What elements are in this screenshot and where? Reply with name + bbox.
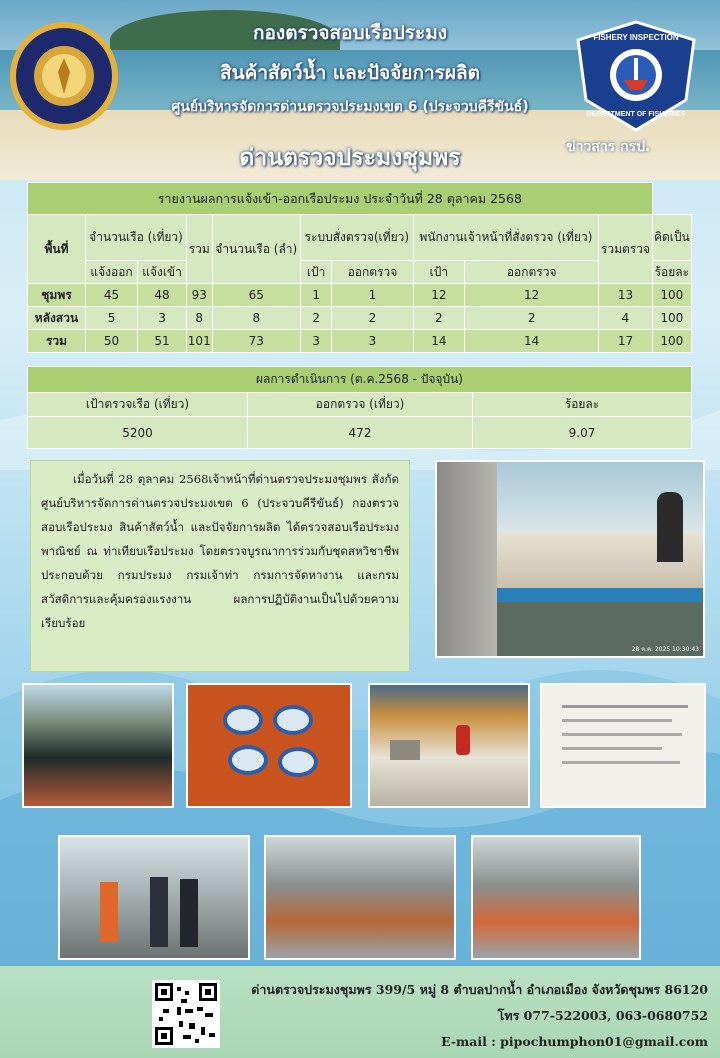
header-sys-target: เป้า (301, 261, 332, 284)
report-title: รายงานผลการแจ้งเข้า-ออกเรือประมง ประจำวันที่ 28 ตุลาคม 2568 (28, 183, 653, 215)
cell-sys-done: 2 (332, 307, 413, 330)
cell-out: 45 (86, 284, 138, 307)
cell-sum: 4 (599, 307, 652, 330)
header-line-1: กองตรวจสอบเรือประมง (253, 22, 447, 44)
department-of-fisheries-logo (10, 22, 118, 130)
results-pct: 9.07 (473, 417, 692, 449)
header-system: ระบบสั่งตรวจ(เที่ยว) (301, 215, 414, 261)
cell-pct: 100 (652, 284, 691, 307)
header-sum-inspect: รวมตรวจ (599, 215, 652, 284)
photo-boat-main (435, 460, 705, 658)
cell-boats: 8 (212, 307, 301, 330)
photo-officers-car (58, 835, 250, 960)
row-area: รวม (28, 330, 86, 353)
header-sys-done: ออกตรวจ (332, 261, 413, 284)
results-table (27, 366, 692, 449)
cell-staff-target: 14 (413, 330, 465, 353)
footer-address: ด่านตรวจประมงชุมพร 399/5 หมู่ 8 ตำบลปากน้ำ อำเภอเมือง จังหวัดชุมพร 86120 (251, 982, 708, 997)
cell-staff-done: 12 (465, 284, 599, 307)
cell-in: 51 (138, 330, 187, 353)
cell-staff-done: 14 (465, 330, 599, 353)
cell-total: 93 (187, 284, 213, 307)
results-header-target: เป้าตรวจเรือ (เที่ยว) (28, 393, 248, 417)
cell-sys-target: 1 (301, 284, 332, 307)
results-done: 472 (248, 417, 473, 449)
header-staff-target: เป้า (413, 261, 465, 284)
photo-control-panel (368, 683, 530, 808)
footer-phone: โทร 077-522003, 063-0680752 (497, 1008, 708, 1023)
photo-group-1 (264, 835, 456, 960)
photo-document (540, 683, 706, 808)
cell-sys-target: 2 (301, 307, 332, 330)
header-total: รวม (187, 215, 213, 284)
cell-sum: 17 (599, 330, 652, 353)
cell-staff-target: 2 (413, 307, 465, 330)
footer-email[interactable]: E-mail : pipochumphon01@gmail.com (441, 1034, 708, 1049)
header-staff-done: ออกตรวจ (465, 261, 599, 284)
table-row (28, 307, 692, 330)
row-area: หลังสวน (28, 307, 86, 330)
svg-text:FISHERY INSPECTION: FISHERY INSPECTION (593, 33, 679, 42)
photo-timestamp: 28 ต.ค. 2025 10:30:43 (631, 646, 699, 653)
results-target: 5200 (28, 417, 248, 449)
header-percent-unit: ร้อยละ (652, 261, 691, 284)
header-in: แจ้งเข้า (138, 261, 187, 284)
header-staff: พนักงานเจ้าหน้าที่สั่งตรวจ (เที่ยว) (413, 215, 599, 261)
header-out: แจ้งออก (86, 261, 138, 284)
cell-sys-done: 3 (332, 330, 413, 353)
results-header-pct: ร้อยละ (473, 393, 692, 417)
daily-report-table (27, 182, 692, 353)
header-line-3: ศูนย์บริหารจัดการด่านตรวจประมงเขต 6 (ประจวบคีรีขันธ์) (171, 99, 529, 115)
table-row (28, 284, 692, 307)
cell-boats: 73 (212, 330, 301, 353)
cell-total: 101 (187, 330, 213, 353)
table-row (28, 330, 692, 353)
cell-staff-done: 2 (465, 307, 599, 330)
header-trips: จำนวนเรือ (เที่ยว) (86, 215, 187, 261)
header-area: พื้นที่ (28, 215, 86, 284)
header-line-2: สินค้าสัตว์น้ำ และปัจจัยการผลิต (220, 62, 480, 84)
news-tag: ข่าวสาร กรป. (566, 139, 651, 155)
cell-boats: 65 (212, 284, 301, 307)
cell-in: 48 (138, 284, 187, 307)
header-title: ด่านตรวจประมงชุมพร (239, 145, 461, 171)
header-percent: คิดเป็น (652, 215, 691, 261)
fishery-inspection-badge (574, 20, 698, 132)
header-boats: จำนวนเรือ (ลำ) (212, 215, 301, 284)
cell-staff-target: 12 (413, 284, 465, 307)
photo-group-2 (471, 835, 641, 960)
cell-out: 50 (86, 330, 138, 353)
row-area: ชุมพร (28, 284, 86, 307)
cell-pct: 100 (652, 330, 691, 353)
cell-total: 8 (187, 307, 213, 330)
results-title: ผลการดำเนินการ (ต.ค.2568 - ปัจจุบัน) (28, 367, 692, 393)
cell-in: 3 (138, 307, 187, 330)
photo-fish-buckets (186, 683, 352, 808)
results-header-done: ออกตรวจ (เที่ยว) (248, 393, 473, 417)
activity-text: เมื่อวันที่ 28 ตุลาคม 2568เจ้าหน้าที่ด่านตรวจประมงชุมพร สังกัด ศูนย์บริหารจัดการด่านตรวจประมงเขต 6 (ประจวบคีรีขันธ์) กองตรวจสอบเรือประมง สินค้าสัตว์น้ำ และปัจจัยการผลิต ได้ตรวจสอบเรือประมงพาณิชย์ ณ ท่าเทียบเรือประมง โดยตรวจบูรณาการร่วมกับชุดสหวิชาชีพ ประกอบด้วย กรมประมง กรมเจ้าท่า กรมการจัดหางาน และกรมสวัสดิการและคุ้มครองแรงงาน ผลการปฏิบัติงานเป็นไปด้วยความเรียบร้อย (41, 472, 399, 630)
activity-description (30, 460, 410, 672)
cell-out: 5 (86, 307, 138, 330)
qr-code[interactable] (152, 980, 220, 1048)
cell-pct: 100 (652, 307, 691, 330)
svg-text:DEPARTMENT OF FISHERIES: DEPARTMENT OF FISHERIES (586, 111, 686, 118)
cell-sum: 13 (599, 284, 652, 307)
cell-sys-target: 3 (301, 330, 332, 353)
photo-nets (22, 683, 174, 808)
cell-sys-done: 1 (332, 284, 413, 307)
